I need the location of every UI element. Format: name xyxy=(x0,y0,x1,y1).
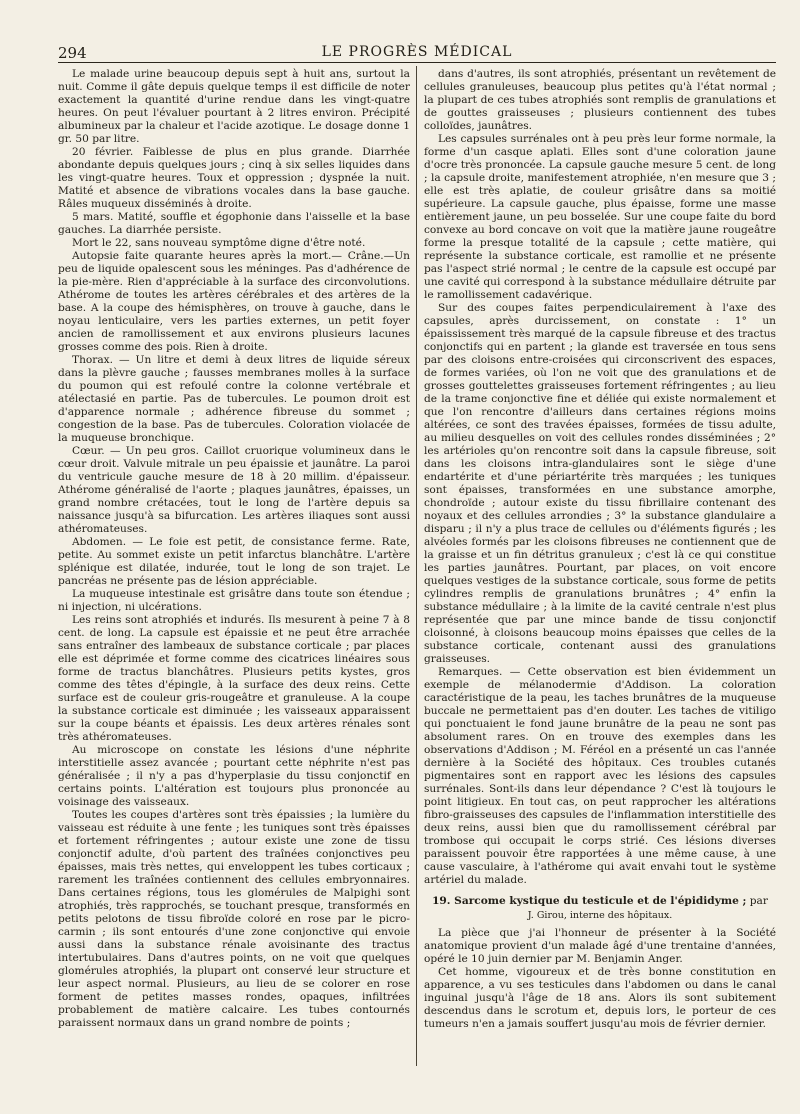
paragraph: Mort le 22, sans nouveau symptôme digne d'être noté. xyxy=(72,237,366,249)
left-column xyxy=(58,68,410,1108)
page-header xyxy=(58,42,776,64)
paragraph: Sur des coupes faites perpendiculairement à l'axe des capsules, après durcissement, on constate : 1° un épaississement très marqué de la capsule fibreuse et des tractus conjonctifs qui en partent ; la glande est traversée en tous sens par des cloisons entre-croisées qui circonscrivent des espaces, de formes variées, où l'on ne voit que des granulations et de grosses gouttelettes graisseuses fortement réfringentes ; au lieu de la trame conjonctive fine et déliée qui existe normalement et que l'on rencontre d'ailleurs dans certaines régions moins altérées, ce sont des travées épaisses, formées de tissu adulte, au milieu desquelles on voit des cellules rondes disséminées ; 2° les artérioles qu'on rencontre soit dans la capsule fibreuse, soit dans les cloisons intra-glandulaires sont le siège d'une endartérite et d'une périartérite très marquées ; les tuniques sont épaisses, transformées en une substance amorphe, chondroïde ; autour existe du tissu fibrillaire contenant des noyaux et des cellules arrondies ; 3° la substance glandulaire a disparu ; il n'y a plus trace de cellules ou d'éléments figurés ; les alvéoles formés par les cloisons fibreuses ne contiennent que de la graisse et un fin détritus granuleux ; c'est là ce qui constitue les parties jaunâtres. Pourtant, par places, on voit encore quelques vestiges de la substance corticale, sous forme de petits cylindres remplis de granulations brunâtres ; 4° enfin la substance médullaire ; à la limite de la cavité centrale n'est plus représentée que par une mince bande de tissu conjonctif cloisonné, à cloisons beaucoup moins épaisses que celles de la substance corticale, contenant aussi des granulations graisseuses. xyxy=(424,302,776,665)
header-rule xyxy=(58,62,776,63)
right-column xyxy=(424,68,776,1108)
column-divider xyxy=(416,66,417,1066)
paragraph: 20 février. Faiblesse de plus en plus grande. Diarrhée abondante depuis quelques jours ; cinq à six selles liquides dans les vingt-quatre heures. Toux et oppression ; dyspnée la nuit. Matité et absence de vibrations vocales dans la base gauche. Râles muqueux disséminés à droite. xyxy=(58,146,410,210)
paragraph: La pièce que j'ai l'honneur de présenter à la Société anatomique provient d'un malade âgé d'une trentaine d'années, opéré le 10 juin dernier par M. Benjamin Anger. xyxy=(424,927,776,965)
page-number: 294 xyxy=(58,44,87,62)
paragraph: Cœur. — Un peu gros. Caillot cruorique volumineux dans le cœur droit. Valvule mitrale un peu épaissie et jaunâtre. La paroi du ventricule gauche mesure de 18 à 20 millim. d'épaisseur. Athérome généralisé de l'aorte ; plaques jaunâtres, épaisses, un grand nombre crétacées, tout le long de l'artère depuis sa naissance jusqu'à sa bifurcation. Les artères iliaques sont aussi athéromateuses. xyxy=(58,445,410,535)
paragraph: La muqueuse intestinale est grisâtre dans toute son étendue ; ni injection, ni ulcérations. xyxy=(58,588,410,613)
paragraph: Toutes les coupes d'artères sont très épaissies ; la lumière du vaisseau est réduite à une fente ; les tuniques sont très épaisses et fortement réfringentes ; autour existe une zone de tissu conjonctif adulte, d'où partent des traînées conjonctives peu épaisses, mais très nettes, qui enveloppent les tubes corticaux ; rarement les traînées contiennent des cellules embryonnaires. Dans certaines régions, tous les glomérules de Malpighi sont atrophiés, très rapprochés, se touchant presque, transformés en petits pelotons de tissu fibroïde coloré en rose par le picro-carmin ; ils sont entourés d'une zone conjonctive qui envoie aussi dans la substance rénale avoisinante des tractus intertubulaires. Dans d'autres points, on ne voit que quelques glomérules atrophiés, la plupart ont conservé leur structure et leur aspect normal. Plusieurs, au lieu de se colorer en rose forment de petites masses rondes, opaques, infiltrées probablement de matière calcaire. Les tubes contournés paraissent normaux dans un grand nombre de points ; xyxy=(58,809,410,1029)
journal-title: LE PROGRÈS MÉDICAL xyxy=(321,44,513,60)
paragraph: dans d'autres, ils sont atrophiés, présentant un revêtement de cellules granuleuses, beaucoup plus petites qu'à l'état normal ; la plupart de ces tubes atrophiés sont remplis de granulations et de gouttes graisseuses ; plusieurs contiennent des tubes colloïdes, jaunâtres. xyxy=(424,68,776,132)
paragraph: Les capsules surrénales ont à peu près leur forme normale, la forme d'un casque aplati. Elles sont d'une coloration jaune d'ocre très prononcée. La capsule gauche mesure 5 cent. de long ; la capsule droite, manifestement atrophiée, n'en mesure que 3 ; elle est très aplatie, de couleur grisâtre dans sa moitié supérieure. La capsule gauche, plus épaisse, forme une masse entièrement jaune, un peu bosselée. Sur une coupe faite du bord convexe au bord concave on voit que la matière jaune rougeâtre forme la presque totalité de la capsule ; cette matière, qui représente la substance corticale, est ramollie et ne présente pas l'aspect strié normal ; le centre de la capsule est occupé par une cavité qui correspond à la substance médullaire détruite par le ramollissement cadavérique. xyxy=(424,133,776,301)
paragraph: Abdomen. — Le foie est petit, de consistance ferme. Rate, petite. Au sommet existe un petit infarctus blanchâtre. L'artère splénique est dilatée, indurée, tout le long de son trajet. Le pancréas ne présente pas de lésion appréciable. xyxy=(58,536,410,587)
paragraph: Le malade urine beaucoup depuis sept à huit ans, surtout la nuit. Comme il gâte depuis quelque temps il est difficile de noter exactement la quantité d'urine rendue dans les vingt-quatre heures. On peut l'évaluer pourtant à 2 litres environ. Précipité albumineux par la chaleur et l'acide azotique. Le dosage donne 1 gr. 50 par litre. xyxy=(58,68,410,145)
article-author: J. Girou, interne des hôpitaux. xyxy=(527,910,673,921)
paragraph: Cet homme, vigoureux et de très bonne constitution en apparence, a vu ses testicules dans l'abdomen ou dans le canal inguinal jusqu'à l'âge de 18 ans. Alors ils sont subitement descendus dans le scrotum et, depuis lors, le porteur de ces tumeurs n'en a jamais souffert jusqu'au mois de février dernier. xyxy=(424,966,776,1030)
article-title xyxy=(424,895,776,908)
paragraph: 5 mars. Matité, souffle et égophonie dans l'aisselle et la base gauches. La diarrhée persiste. xyxy=(58,211,410,236)
article-title-text: 19. Sarcome kystique du testicule et de l'épididyme ; xyxy=(432,895,747,907)
paragraph: Les reins sont atrophiés et indurés. Ils mesurent à peine 7 à 8 cent. de long. La capsule est épaissie et ne peut être arrachée sans entraîner des lambeaux de substance corticale ; par places elle est déprimée et forme comme des cicatrices linéaires sous forme de tractus blanchâtres. Plusieurs petits kystes, gros comme des têtes d'épingle, à la surface des deux reins. Cette surface est de couleur gris-rougeâtre et granuleuse. A la coupe la substance corticale est diminuée ; les vaisseaux apparaissent sur la coupe béants et épaissis. Les deux artères rénales sont très athéromateuses. xyxy=(58,614,410,743)
paragraph: Au microscope on constate les lésions d'une néphrite interstitielle assez avancée ; pourtant cette néphrite n'est pas généralisée ; il n'y a pas d'hyperplasie du tissu conjonctif en certains points. L'altération est toujours plus prononcée au voisinage des vaisseaux. xyxy=(58,744,410,808)
paragraph: Autopsie faite quarante heures après la mort.— Crâne.—Un peu de liquide opalescent sous les méninges. Pas d'adhérence de la pie-mère. Rien d'appréciable à la surface des circonvolutions. Athérome de toutes les artères cérébrales et des artères de la base. A la coupe des hémisphères, on trouve à gauche, dans le noyau lenticulaire, vers les parties externes, un petit foyer ancien de ramollissement et aux environs plusieurs lacunes grosses comme des pois. Rien à droite. xyxy=(58,250,410,353)
article-title-suffix: par xyxy=(746,895,768,907)
paragraph: Remarques. — Cette observation est bien évidemment un exemple de mélanodermie d'Addison. La coloration caractéristique de la peau, les taches brunâtres de la muqueuse buccale ne permettaient pas d'en douter. Les taches de vitiligo qui ponctuaient le fond jaune brunâtre de la peau ne sont pas absolument rares. On en trouve des exemples dans les observations d'Addison ; M. Féréol en a présenté un cas l'année dernière à la Société des hôpitaux. Ces troubles cutanés pigmentaires sont en rapport avec les lésions des capsules surrénales. Sont-ils dans leur dépendance ? C'est là toujours le point litigieux. En tout cas, on peut rapprocher les altérations fibro-graisseuses des capsules de l'inflammation interstitielle des deux reins, aussi bien que du ramollissement cérébral par trombose qui occupait le corps strié. Ces lésions diverses paraissent pouvoir être rapportées à une même cause, à une cause vasculaire, à l'athérome qui avait envahi tout le système artériel du malade. xyxy=(424,666,776,886)
paragraph: Thorax. — Un litre et demi à deux litres de liquide séreux dans la plèvre gauche ; fausses membranes molles à la surface du poumon qui est refoulé contre la colonne vertébrale et atélectasié en partie. Pas de tubercules. Le poumon droit est d'apparence normale ; adhérence fibreuse du sommet ; congestion de la base. Pas de tubercules. Coloration violacée de la muqueuse bronchique. xyxy=(58,354,410,444)
